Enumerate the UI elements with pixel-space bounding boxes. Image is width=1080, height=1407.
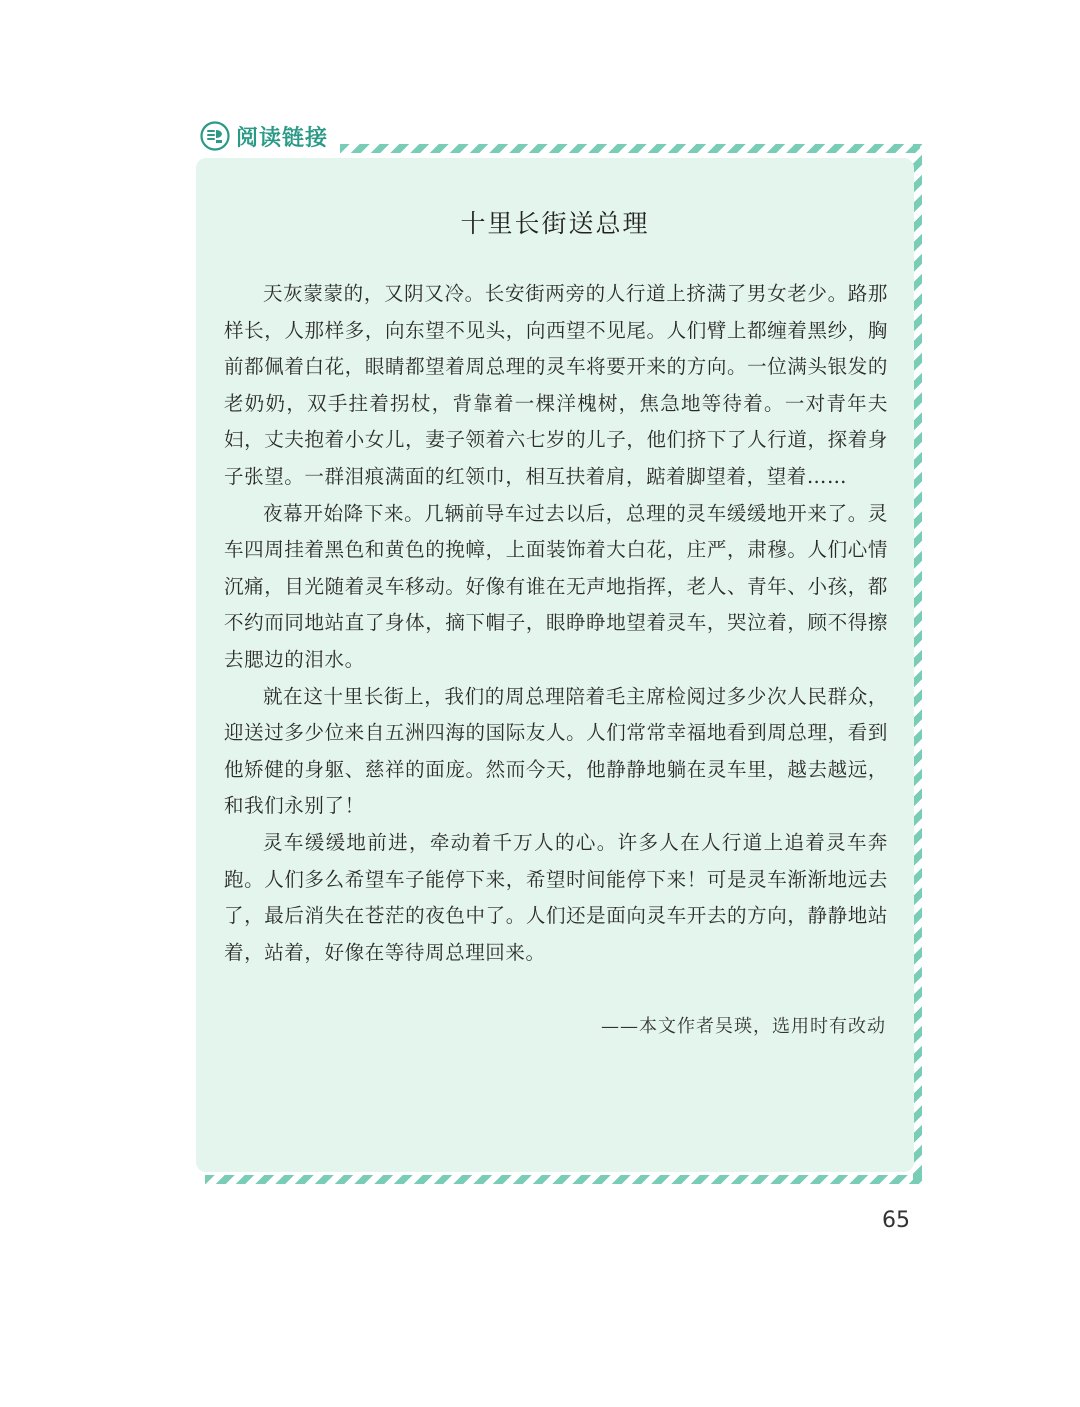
page-number: 65 xyxy=(882,1208,910,1233)
attribution: ——本文作者吴瑛，选用时有改动 xyxy=(601,1016,886,1037)
paragraph-4: 灵车缓缓地前进，牵动着千万人的心。许多人在人行道上追着灵车奔跑。人们多么希望车子能停下来，希望时间能停下来！可是灵车渐渐地远去了，最后消失在苍茫的夜色中了。人们还是面向灵车开去的方向，静静地站着，站着，好像在等待周总理回来。 xyxy=(224,830,888,964)
section-header xyxy=(200,118,328,154)
section-label: 阅读链接 xyxy=(236,125,329,151)
stripe-border-bottom xyxy=(205,1175,922,1184)
stripe-border-top xyxy=(340,144,920,153)
article-body xyxy=(224,276,888,971)
book-reading-icon xyxy=(200,121,230,151)
paragraph-3: 就在这十里长街上，我们的周总理陪着毛主席检阅过多少次人民群众，迎送过多少位来自五洲四海的国际友人。人们常常幸福地看到周总理，看到他矫健的身躯、慈祥的面庞。然而今天，他静静地躺在灵车里，越去越远，和我们永别了！ xyxy=(224,684,888,818)
paragraph-2: 夜幕开始降下来。几辆前导车过去以后，总理的灵车缓缓地开来了。灵车四周挂着黑色和黄色的挽幛，上面装饰着大白花，庄严，肃穆。人们心情沉痛，目光随着灵车移动。好像有谁在无声地指挥，老人、青年、小孩，都不约而同地站直了身体，摘下帽子，眼睁睁地望着灵车，哭泣着，顾不得擦去腮边的泪水。 xyxy=(224,501,888,671)
paragraph-1: 天灰蒙蒙的，又阴又冷。长安街两旁的人行道上挤满了男女老少。路那样长，人那样多，向东望不见头，向西望不见尾。人们臂上都缠着黑纱，胸前都佩着白花，眼睛都望着周总理的灵车将要开来的方向。一位满头银发的老奶奶，双手拄着拐杖，背靠着一棵洋槐树，焦急地等待着。一对青年夫妇，丈夫抱着小女儿，妻子领着六七岁的儿子，他们挤下了人行道，探着身子张望。一群泪痕满面的红领巾，相互扶着肩，踮着脚望着，望着…… xyxy=(224,282,888,488)
article-title: 十里长街送总理 xyxy=(460,209,650,238)
stripe-border-right xyxy=(913,144,922,1184)
